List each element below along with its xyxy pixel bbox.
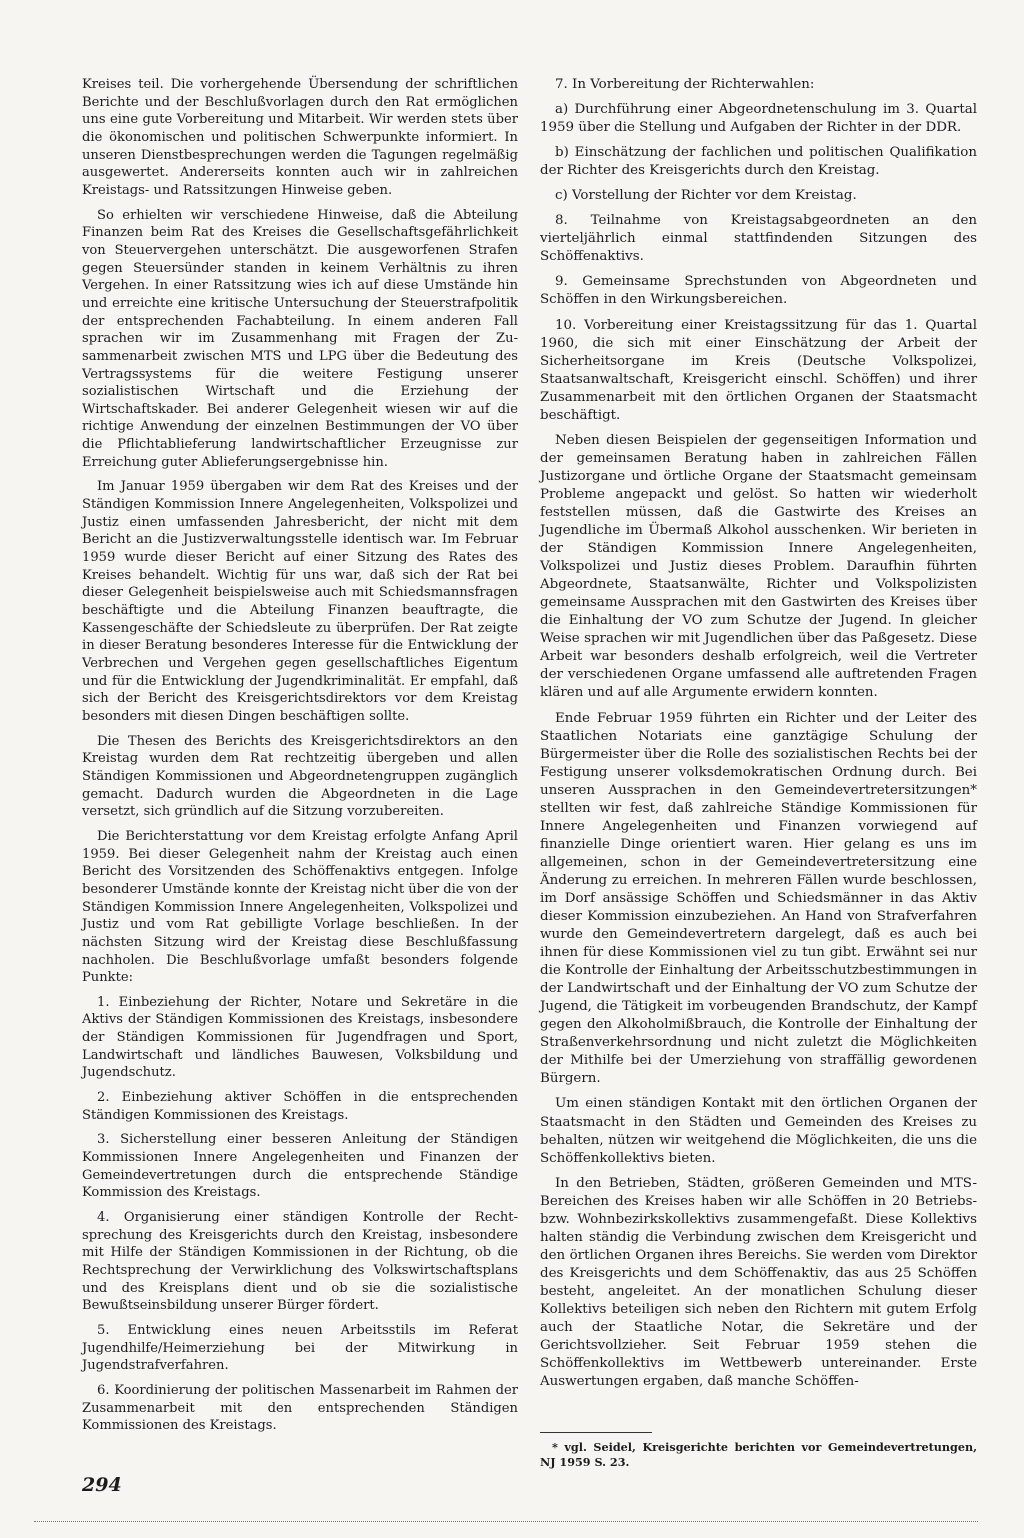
paragraph: In den Betrieben, Städten, größeren Gemeinden und MTS-Bereichen des Kreises haben wir alle Schöffen in 20 Betriebs- bzw. Wohnbezirkskollektivs zusammengefaßt. Diese Kollektivs halten ständig die Verbindung zwischen dem Kreisgericht und den örtlichen Organen ihres Bereichs. Sie werden vom Direktor des Kreisgerichts und dem Schöffenaktiv, das aus 25 Schöffen besteht, angeleitet. An der monatlichen Schulung dieser Kollektivs beteiligen sich neben den Richtern mit gutem Erfolg auch der Staatliche Notar, die Sekretäre und der Gerichtsvollzieher. Seit Februar 1959 stehen die Schöffenkollektivs im Wettbewerb untereinander. Erste Auswertungen ergaben, daß manche Schöffen-	[540, 1175, 977, 1390]
list-item: 9. Gemeinsame Sprechstunden von Abgeordneten und Schöffen in den Wirkungsbereichen.	[540, 274, 977, 308]
bottom-divider	[34, 1521, 978, 1522]
paragraph: So erhielten wir verschiedene Hinweise, daß die Abteilung Finanzen beim Rat des Kreises die Gesellschaftsgefährlichkeit von Steuervergehen unterschätzt. Die ausgeworfenen Strafen gegen Steuersünder standen in keinem Verhältnis zu ihren Vergehen. In einer Ratssitzung wies ich auf diese Umstände hin und erreichte eine kritische Untersuchung der Steuerstrafpolitik der entsprechenden Fachabteilung. In einem anderen Fall sprachen wir im Zusammenhang mit Fragen der Zusammenarbeit zwischen MTS und LPG über die Bedeutung des Vertragssystems für die weitere Festigung unserer sozialistischen Wirtschaft und die Erziehung der Wirtschaftskader. Bei anderer Gelegenheit wiesen wir auf die richtige Anwendung der einzelnen Bestimmungen der VO über die Pflichtablieferung landwirtschaftlicher Erzeugnisse zur Erreichung guter Ablieferungsergebnisse hin.	[82, 207, 518, 470]
list-item: b) Einschätzung der fachlichen und politischen Qualifikation der Richter des Kreisgerichts durch den Kreistag.	[540, 145, 977, 179]
footnote: * vgl. Seidel, Kreisgerichte berichten vor Gemeindevertretungen, NJ 1959 S. 23.	[540, 1440, 977, 1469]
paragraph: Die Thesen des Berichts des Kreisgerichtsdirektors an den Kreistag wurden dem Rat rechtzeitig übergeben und allen Ständigen Kommissionen und Abgeordnetengruppen zugänglich gemacht. Dadurch wurden die Abgeordneten in die Lage versetzt, sich gründlich auf die Sitzung vorzubereiten.	[82, 733, 518, 820]
list-item: 4. Organisierung einer ständigen Kontrolle der Rechtsprechung des Kreisgerichts durch den Kreistag, insbesondere mit Hilfe der Ständigen Kommissionen in der Richtung, ob die Rechtsprechung der Verwirklichung des Volkswirtschaftsplans und des Kreisplans dient und ob sie die sozialistische Bewußtseinsbildung unserer Bürger fördert.	[82, 1210, 518, 1314]
footnote-divider	[540, 1432, 652, 1433]
list-item: 8. Teilnahme von Kreistagsabgeordneten an den vierteljährlich einmal stattfindenden Sitzungen des Schöffenaktivs.	[540, 213, 977, 265]
paragraph: Ende Februar 1959 führten ein Richter und der Leiter des Staatlichen Notariats eine ganztägige Schulung der Bürgermeister über die Rolle des sozialistischen Rechts bei der Festigung unserer volksdemokratischen Ordnung durch. Bei unseren Aussprachen in den Gemeindevertretersitzungen* stellten wir fest, daß zahlreiche Ständige Kommissionen für Innere Angelegenheiten und Finanzen vorwiegend auf finanzielle Dinge orientiert waren. Hier gelang es uns im allgemeinen, schon in der Gemeindevertretersitzung eine Änderung zu erreichen. In mehreren Fällen wurde beschlossen, im Dorf ansässige Schöffen und Schiedsmänner in das Aktiv dieser Kommission einzubeziehen. An Hand von Strafverfahren wurde den Gemeindevertretern dargelegt, daß es auch bei ihnen für diese Kommissionen viel zu tun gibt. Erwähnt sei nur die Kontrolle der Einhaltung der Arbeitsschutzbestimmungen in der Landwirtschaft und der Einhaltung der VO zum Schutze der Jugend, die Tätigkeit im vorbeugenden Brandschutz, der Kampf gegen den Alkoholmißbrauch, die Kontrolle der Einhaltung der Straßenverkehrsordnung und nicht zuletzt die Möglichkeiten der Mithilfe bei der Umerziehung von straffällig gewordenen Bürgern.	[540, 710, 977, 1087]
paragraph: Kreises teil. Die vorhergehende Übersendung der schriftlichen Berichte und der Beschlußvorlagen durch den Rat ermöglichen uns eine gute Vorbereitung und Mitarbeit. Wir werden stets über die ökonomischen und politischen Schwerpunkte informiert. In unseren Dienstbesprechungen werden die Tagungen regelmäßig ausgewertet. Andererseits konnten auch wir in zahlreichen Kreistags- und Ratssitzungen Hinweise geben.	[82, 77, 518, 198]
list-item: 10. Vorbereitung einer Kreistagssitzung für das 1. Quartal 1960, die sich mit einer Einschätzung der Arbeit der Sicherheitsorgane im Kreis (Deutsche Volkspolizei, Staatsanwaltschaft, Kreisgericht einschl. Schöffen) und ihrer Zusammenarbeit mit den örtlichen Organen der Staatsmacht beschäftigt.	[540, 317, 977, 423]
paragraph: Im Januar 1959 übergaben wir dem Rat des Kreises und der Ständigen Kommission Innere Angelegenheiten, Volkspolizei und Justiz einen umfassenden Jahresbericht, der nicht mit dem Bericht an die Justizverwaltungsstelle identisch war. Im Februar 1959 wurde dieser Bericht auf einer Sitzung des Rates des Kreises behandelt. Wichtig für uns war, daß sich der Rat bei dieser Gelegenheit beispielsweise auch mit Schiedsmannsfragen beschäftigte und die Abteilung Finanzen beauftragte, die Kassengeschäfte der Schiedsleute zu überprüfen. Der Rat zeigte in dieser Beratung besonderes Interesse für die Entwicklung der Verbrechen und Vergehen gegen gesellschaftliches Eigentum und für die Entwicklung der Jugendkriminalität. Er empfahl, daß sich der Bericht des Kreisgerichtsdirektors vor dem Kreistag besonders mit diesen Dingen beschäftigen sollte.	[82, 479, 518, 724]
text-column-right	[540, 76, 977, 1398]
paragraph: Die Berichterstattung vor dem Kreistag erfolgte Anfang April 1959. Bei dieser Gelegenheit nahm der Kreistag auch einen Bericht des Vorsitzenden des Schöffenaktivs entgegen. Infolge besonderer Umstände konnte der Kreistag nicht über die von der Ständigen Kommission Innere Angelegenheiten, Volkspolizei und Justiz und vom Rat gebilligte Vorlage beschließen. In der nächsten Sitzung wird der Kreistag diese Beschlußfassung nachholen. Die Beschlußvorlage umfaßt besonders folgende Punkte:	[82, 828, 518, 986]
list-item: 7. In Vorbereitung der Richterwahlen:	[555, 77, 815, 92]
page-number: 294	[82, 1474, 122, 1496]
list-item: 1. Einbeziehung der Richter, Notare und Sekretäre in die Aktivs der Ständigen Kommissionen des Kreistags, insbesondere der Ständigen Kommissionen für Jugendfragen und Sport, Landwirtschaft und ländliches Bauwesen, Volksbildung und Jugendschutz.	[82, 994, 518, 1081]
paragraph: Neben diesen Beispielen der gegenseitigen Information und der gemeinsamen Beratung haben in zahlreichen Fällen Justizorgane und örtliche Organe der Staatsmacht gemeinsam Probleme angepackt und gelöst. So hatten wir wiederholt feststellen müssen, daß die Gastwirte des Kreises an Jugendliche im Übermaß Alkohol ausschenken. Wir berieten in der Ständigen Kommission Innere Angelegenheiten, Volkspolizei und Justiz dieses Problem. Daraufhin führten Abgeordnete, Staatsanwälte, Richter und Volkspolizisten gemeinsame Aussprachen mit den Gastwirten des Kreises über die Einhaltung der VO zum Schutze der Jugend. In gleicher Weise sprachen wir mit Jugendlichen über das Paßgesetz. Diese Arbeit war besonders deshalb erfolgreich, weil die Vertreter der verschiedenen Organe umfassend alle auftretenden Fragen klären und auf alle Argumente erwidern konnten.	[540, 432, 977, 701]
paragraph: Um einen ständigen Kontakt mit den örtlichen Organen der Staatsmacht in den Städten und Gemeinden des Kreises zu behalten, nützen wir weitgehend die Möglichkeiten, die uns die Schöffenkollektivs bieten.	[540, 1096, 977, 1166]
list-item: 6. Koordinierung der politischen Massenarbeit im Rahmen der Zusammenarbeit mit den entsprechenden Ständigen Kommissionen des Kreistags.	[82, 1382, 518, 1434]
list-item: 5. Entwicklung eines neuen Arbeitsstils im Referat Jugendhilfe/Heimerziehung bei der Mitwirkung in Jugendstrafverfahren.	[82, 1322, 518, 1374]
list-item: c) Vorstellung der Richter vor dem Kreistag.	[555, 188, 857, 204]
text-column-left	[82, 76, 518, 1442]
list-item: 2. Einbeziehung aktiver Schöffen in die entsprechenden Ständigen Kommissionen des Kreistags.	[82, 1090, 518, 1123]
list-item: 3. Sicherstellung einer besseren Anleitung der Ständigen Kommissionen Innere Angelegenheiten und Finanzen der Gemeindevertretungen durch die entsprechende Ständige Kommission des Kreistags.	[82, 1132, 518, 1201]
list-item: a) Durchführung einer Abgeordnetenschulung im 3. Quartal 1959 über die Stellung und Aufgaben der Richter in der DDR.	[540, 102, 977, 136]
